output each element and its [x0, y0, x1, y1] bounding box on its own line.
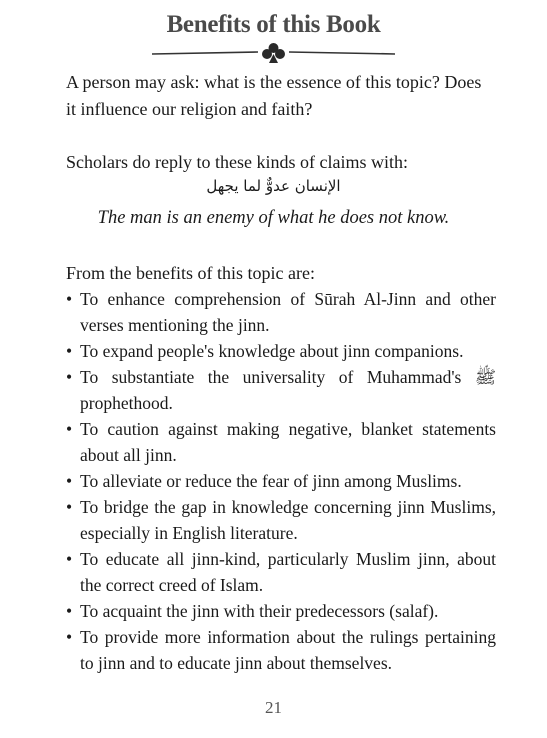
bullet-icon: • [66, 549, 73, 569]
list-item [66, 598, 496, 624]
bullet-icon: • [66, 497, 73, 517]
list-item-text: To alleviate or reduce the fear of jinn among Muslims. [80, 471, 462, 491]
list-item [66, 416, 496, 468]
benefits-list [66, 286, 496, 676]
list-item [66, 364, 496, 416]
list-item-text: To bridge the gap in knowledge concerning jinn Muslims, especially in English literature. [80, 497, 496, 543]
proverb-translation: The man is an enemy of what he does not know. [97, 208, 450, 228]
bullet-icon: • [66, 289, 73, 309]
list-item-text: To caution against making negative, blanket statements about all jinn. [80, 419, 496, 465]
list-item [66, 286, 496, 338]
list-item [66, 624, 496, 676]
arabic-proverb: الإنسان عدوٌّ لما يجهل [206, 177, 341, 195]
list-item-text: To educate all jinn-kind, particularly Muslim jinn, about the correct creed of Islam. [80, 549, 496, 595]
scholars-paragraph: Scholars do reply to these kinds of claims with: [66, 152, 408, 172]
title-divider-ornament [150, 42, 397, 66]
list-item [66, 468, 496, 494]
bullet-icon: • [66, 367, 73, 387]
list-item-text: To acquaint the jinn with their predecessors (salaf). [80, 601, 439, 621]
bullet-icon: • [66, 471, 73, 491]
list-item [66, 494, 496, 546]
bullet-icon: • [66, 419, 73, 439]
list-item-text: To expand people's knowledge about jinn companions. [80, 341, 464, 361]
list-item-text: To provide more information about the rulings pertaining to jinn and to educate jinn about themselves. [80, 627, 496, 673]
benefits-intro: From the benefits of this topic are: [66, 263, 315, 283]
bullet-icon: • [66, 627, 73, 647]
list-item [66, 546, 496, 598]
page-number: 21 [265, 698, 282, 717]
page-title: Benefits of this Book [166, 11, 381, 38]
question-paragraph: A person may ask: what is the essence of this topic? Does it influence our religion and faith? [66, 72, 482, 119]
bullet-icon: • [66, 341, 73, 361]
list-item [66, 338, 496, 364]
list-item-text: To substantiate the universality of Muhammad's ﷺ prophethood. [80, 367, 496, 413]
list-item-text: To enhance comprehension of Sūrah Al-Jinn and other verses mentioning the jinn. [80, 289, 496, 335]
bullet-icon: • [66, 601, 73, 621]
